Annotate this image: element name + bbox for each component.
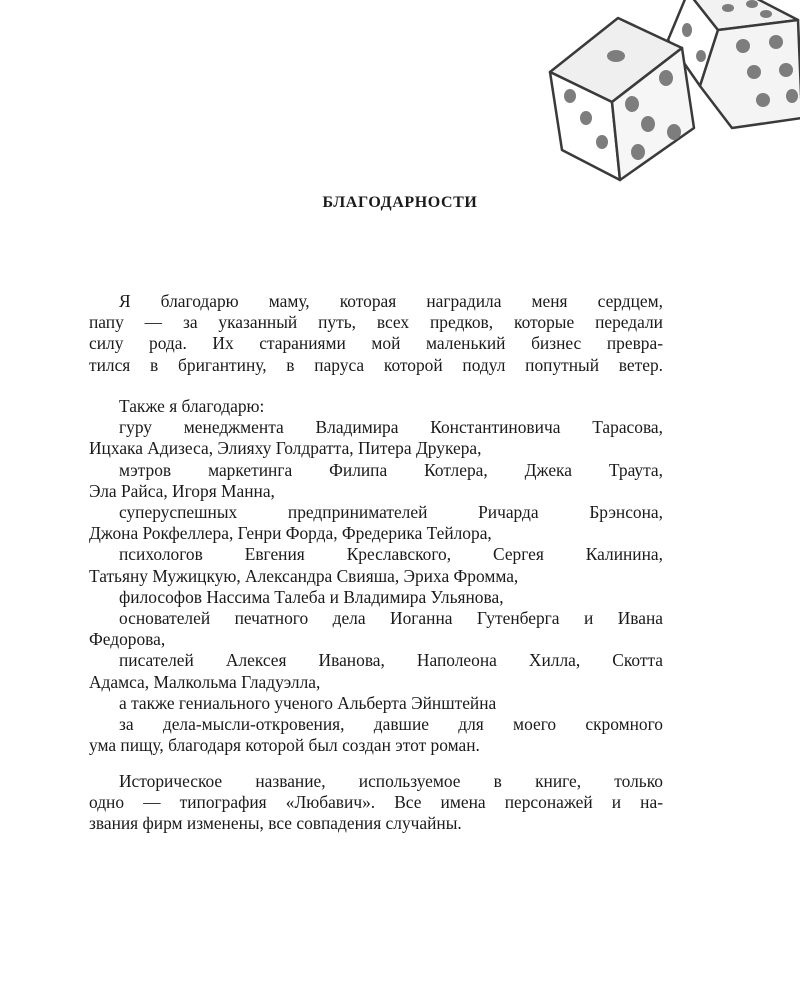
text-line: тился в бригантину, в паруса которой подул попутный ветер. bbox=[89, 354, 663, 375]
text-line: Адамса, Малкольма Гладуэлла, bbox=[89, 671, 321, 692]
text-line: Я благодарю маму, которая наградила меня сердцем, bbox=[119, 291, 663, 311]
paragraph-thanks-family bbox=[89, 291, 663, 376]
text-line: за дела-мысли-откровения, давшие для моего скромного bbox=[119, 714, 663, 735]
text-line: Татьяну Мужицкую, Александра Свияша, Эриха Фромма, bbox=[89, 565, 519, 586]
text-line: писателей Алексея Иванова, Наполеона Хилла, Скотта bbox=[119, 650, 663, 671]
text-line: Эла Райса, Игоря Манна, bbox=[89, 480, 275, 501]
text-line: папу — за указанный путь, всех предков, которые передали bbox=[89, 312, 663, 333]
text-line: мэтров маркетинга Филипа Котлера, Джека Траута, bbox=[119, 459, 663, 480]
text-line: Джона Рокфеллера, Генри Форда, Фредерика Тейлора, bbox=[89, 523, 492, 544]
text-line: ума пищу, благодаря которой был создан этот роман. bbox=[89, 735, 480, 756]
text-line: Ицхака Адизеса, Элияху Голдратта, Питера Друкера, bbox=[89, 438, 482, 459]
front-die bbox=[550, 18, 694, 180]
text-line: одно — типография «Любавич». Все имена персонажей и на- bbox=[89, 792, 663, 813]
text-line: Также я благодарю: bbox=[119, 396, 265, 416]
text-line: гуру менеджмента Владимира Константиновича Тарасова, bbox=[119, 417, 663, 438]
text-line: философов Нассима Талеба и Владимира Ульянова, bbox=[119, 586, 504, 607]
paragraph-disclaimer bbox=[89, 771, 663, 835]
text-line: звания фирм изменены, все совпадения случайны. bbox=[89, 813, 462, 834]
text-line: суперуспешных предпринимателей Ричарда Брэнсона, bbox=[119, 502, 663, 523]
text-line: Федорова, bbox=[89, 629, 166, 650]
text-line: психологов Евгения Креславского, Сергея Калинина, bbox=[119, 544, 663, 565]
page-title: БЛАГОДАРНОСТИ bbox=[322, 194, 478, 211]
dice-illustration bbox=[540, 0, 800, 190]
text-line: Историческое название, используемое в книге, только bbox=[119, 771, 663, 791]
text-line: основателей печатного дела Иоганна Гутенберга и Ивана bbox=[119, 608, 663, 629]
text-line: а также гениального ученого Альберта Эйнштейна bbox=[119, 692, 497, 713]
text-line: силу рода. Их стараниями мой маленький бизнес превра- bbox=[89, 333, 663, 354]
paragraph-thanks-mentors bbox=[89, 396, 663, 756]
